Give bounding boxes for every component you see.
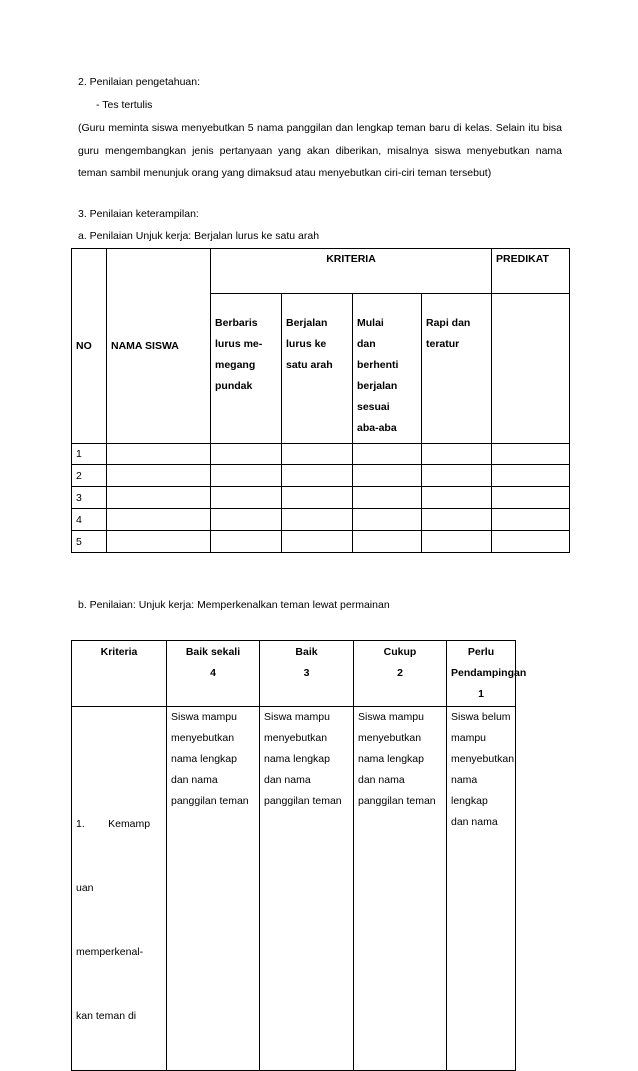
header-baik-sekali (167, 641, 260, 707)
row-number: 5 (72, 531, 107, 553)
header-text: Baik (295, 646, 318, 658)
criterion-rapi (422, 294, 492, 444)
cell-line: nama lengkap (171, 753, 237, 765)
criterion-text: pundak (215, 380, 253, 392)
criterion-text: Mulai (357, 317, 384, 329)
header-no: NO (72, 249, 107, 444)
criterion-text: satu arah (286, 359, 333, 371)
cell-line: memperkenal- (76, 946, 144, 958)
criterion-berbaris (211, 294, 282, 444)
criterion-text: berhenti (357, 359, 399, 371)
cell-line: dan nama (451, 816, 498, 828)
cell-line (76, 750, 162, 771)
cell-line: nama lengkap (264, 753, 330, 765)
cell-line: Siswa mampu (171, 711, 237, 723)
header-score: 1 (478, 688, 484, 700)
cell-line: mampu (451, 732, 487, 744)
header-baik (260, 641, 354, 707)
section2-heading: 2. Penilaian pengetahuan: (78, 76, 201, 88)
table-row (72, 531, 570, 553)
section2-paragraph: (Guru meminta siswa menyebutkan 5 nama panggilan dan lengkap teman baru di kelas. Selain itu bisa guru mengembangkan jenis pertanyaan yang akan diberikan, misalnya siswa menyebutkan nama teman sambil menunjuk orang yang dimaksud atau menyebutkan ciri-ciri teman tersebut) (78, 122, 562, 179)
table-row (72, 509, 570, 531)
cell-line: panggilan teman (358, 795, 436, 807)
cell-line: menyebutkan (358, 732, 422, 744)
section2-subheading: - Tes tertulis (96, 99, 153, 111)
row-number: 2 (72, 465, 107, 487)
cell-line: 1. Kemamp (76, 818, 151, 830)
section3-subheading-a: a. Penilaian Unjuk kerja: Berjalan lurus ke satu arah (78, 230, 320, 242)
cell-line: dan nama (358, 774, 405, 786)
table-row (72, 487, 570, 509)
criterion-text: dan (357, 338, 376, 350)
cell-line: menyebutkan (264, 732, 328, 744)
header-nama-siswa: NAMA SISWA (107, 249, 211, 444)
cell-line: nama lengkap (358, 753, 424, 765)
header-text: Pendampingan (451, 667, 527, 679)
header-cukup (354, 641, 447, 707)
cell-line: panggilan teman (171, 795, 249, 807)
criterion-text: aba-aba (357, 422, 397, 434)
header-score: 4 (210, 667, 216, 679)
cell-line: menyebutkan (451, 753, 515, 765)
criterion-text: lurus me- (215, 338, 263, 350)
cell-line: nama lengkap (451, 774, 488, 807)
criterion-berjalan (282, 294, 353, 444)
header-kriteria (72, 641, 167, 707)
cell-line: menyebutkan (171, 732, 235, 744)
row-number: 3 (72, 487, 107, 509)
row-number: 4 (72, 509, 107, 531)
predikat-blank-cell (492, 294, 570, 444)
cukup-cell (354, 707, 447, 1071)
section3-subheading-b: b. Penilaian: Unjuk kerja: Memperkenalkan teman lewat permainan (78, 599, 390, 611)
header-kriteria: KRITERIA (211, 249, 492, 294)
table-row (72, 465, 570, 487)
cell-line: uan (76, 882, 94, 894)
header-text: Baik sekali (185, 646, 241, 658)
assessment-table-b (71, 640, 527, 1071)
criterion-cell (72, 707, 167, 1071)
criterion-text: sesuai (357, 401, 390, 413)
baik-cell (260, 707, 354, 1071)
perlu-pendampingan-cell (447, 707, 516, 1071)
header-text: Cukup (383, 646, 417, 658)
criterion-text: megang (215, 359, 256, 371)
section3-heading: 3. Penilaian keterampilan: (78, 208, 199, 220)
cell-line: dan nama (264, 774, 311, 786)
header-score: 3 (303, 667, 310, 679)
criterion-mulai (353, 294, 422, 444)
criterion-text: teratur (426, 338, 460, 350)
row-number: 1 (72, 444, 107, 465)
criterion-text: Berbaris (215, 317, 258, 329)
criterion-text: berjalan (357, 380, 398, 392)
criterion-text: Rapi dan (426, 317, 471, 329)
cell-line: Siswa belum (451, 711, 511, 723)
criterion-text: Berjalan (286, 317, 328, 329)
cell-line: Siswa mampu (358, 711, 424, 723)
cell-line: panggilan teman (264, 795, 342, 807)
header-predikat: PREDIKAT (492, 249, 570, 294)
baik-sekali-cell (167, 707, 260, 1071)
header-text: Kriteria (100, 646, 138, 658)
cell-line: Siswa mampu (264, 711, 330, 723)
cell-line: dan nama (171, 774, 218, 786)
header-score: 2 (397, 667, 403, 679)
header-text: Perlu (467, 646, 495, 658)
table-row (72, 707, 516, 1071)
criterion-text: lurus ke (286, 338, 327, 350)
assessment-table-a (71, 248, 570, 553)
header-perlu-pendampingan (447, 641, 527, 707)
cell-line: kan teman di (76, 1010, 137, 1022)
table-row (72, 444, 570, 465)
